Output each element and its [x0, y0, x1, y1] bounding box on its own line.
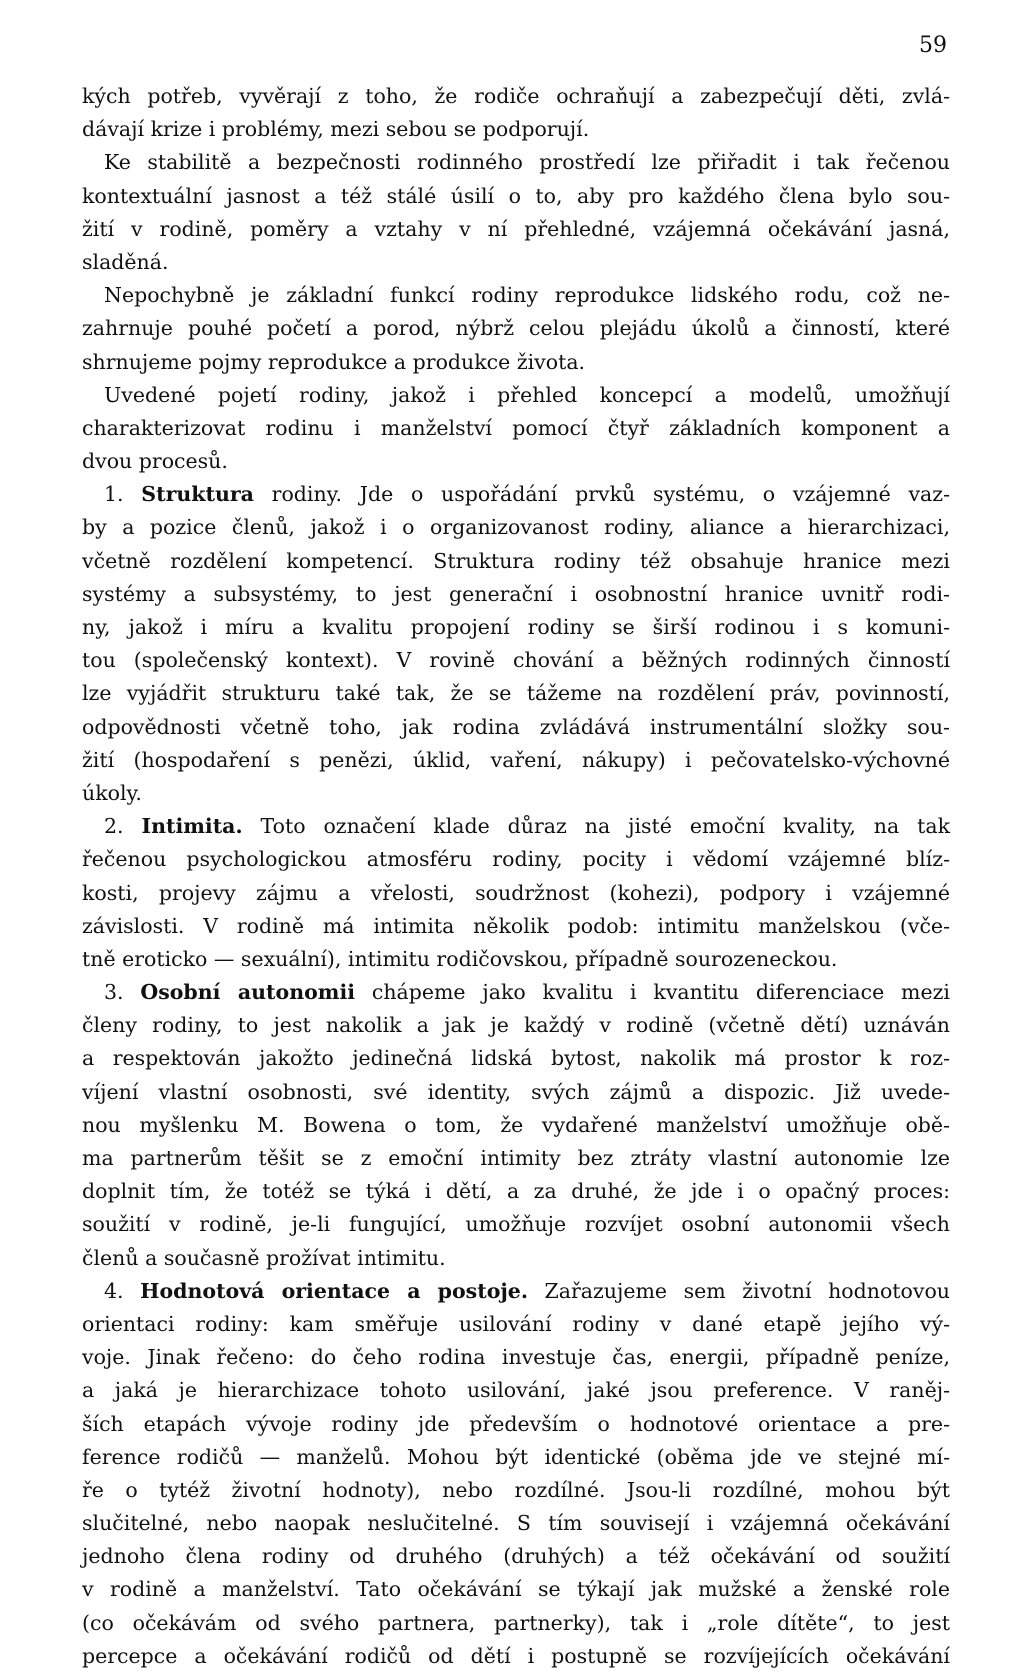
text-line [82, 1275, 950, 1308]
text-line: by a pozice členů, jakož i o organizovanost rodiny, aliance a hierarchizaci, [82, 515, 950, 540]
list-number: 1. [104, 482, 142, 507]
text-line: ře o tytéž životní hodnoty), nebo rozdílné. Jsou-li rozdílné, mohou být [82, 1477, 950, 1502]
text-line: voje. Jinak řečeno: do čeho rodina investuje čas, energii, případně peníze, [82, 1345, 950, 1370]
text-line: řečenou psychologickou atmosféru rodiny, pocity i vědomí vzájemné blíz- [82, 847, 950, 872]
text-line: tně eroticko — sexuální), intimitu rodičovskou, případně sourozeneckou. [82, 946, 838, 971]
text-line: nou myšlenku M. Bowena o tom, že vydařené manželství umožňuje obě- [82, 1112, 950, 1137]
text-line: a jaká je hierarchizace tohoto usilování, jaké jsou preference. V raněj- [82, 1378, 950, 1403]
text-line: kosti, projevy zájmu a vřelosti, soudržnost (kohezi), podpory i vzájemné [82, 880, 950, 905]
text-line: sladěná. [82, 249, 169, 274]
text-line: shrnujeme pojmy reprodukce a produkce života. [82, 349, 586, 374]
text-line [82, 810, 950, 843]
line-text: rodiny. Jde o uspořádání prvků systému, o vzájemné vaz- [253, 482, 950, 507]
term-heading: Hodnotová orientace a postoje. [140, 1278, 528, 1303]
term-heading: Intimita. [141, 814, 243, 839]
term-heading: Osobní autonomii [140, 980, 356, 1005]
text-line: systémy a subsystémy, to jest generační i osobnostní hranice uvnitř rodi- [82, 581, 950, 606]
text-line: žití (hospodaření s penězi, úklid, vaření, nákupy) i pečovatelsko-výchovné [82, 747, 950, 772]
text-line: (co očekávám od svého partnera, partnerky), tak i „role dítěte“, to jest [82, 1610, 950, 1635]
text-line: soužití v rodině, je-li fungující, umožňuje rozvíjet osobní autonomii všech [82, 1212, 950, 1237]
text-line: orientaci rodiny: kam směřuje usilování rodiny v dané etapě jejího vý- [82, 1311, 950, 1336]
page-number: 59 [919, 33, 947, 58]
text-line: Nepochybně je základní funkcí rodiny reprodukce lidského rodu, což ne- [104, 283, 950, 308]
line-text: Toto označení klade důraz na jisté emoční kvality, na tak [242, 814, 950, 839]
text-line: a respektován jakožto jedinečná lidská bytost, nakolik má prostor k roz- [82, 1046, 950, 1071]
text-line: žití v rodině, poměry a vztahy v ní přehledné, vzájemná očekávání jasná, [82, 216, 950, 241]
text-line: závislosti. V rodině má intimita několik podob: intimitu manželskou (vče- [82, 913, 950, 938]
line-text: chápeme jako kvalitu i kvantitu diferenciace mezi [355, 980, 950, 1005]
text-line: charakterizovat rodinu i manželství pomocí čtyř základních komponent a [82, 415, 950, 440]
text-line: odpovědnosti včetně toho, jak rodina zvládává instrumentální složky sou- [82, 714, 950, 739]
line-text: Zařazujeme sem životní hodnotovou [527, 1278, 950, 1303]
text-line: Ke stabilitě a bezpečnosti rodinného prostředí lze přiřadit i tak řečenou [104, 150, 950, 175]
text-line: víjení vlastní osobnosti, své identity, svých zájmů a dispozic. Již uvede- [82, 1079, 950, 1104]
text-line [82, 976, 950, 1009]
text-line: slučitelné, nebo naopak neslučitelné. S tím souvisejí i vzájemná očekávání [82, 1511, 950, 1536]
text-line: členy rodiny, to jest nakolik a jak je každý v rodině (včetně dětí) uznáván [82, 1013, 950, 1038]
term-heading: Struktura [141, 482, 254, 507]
list-number: 4. [104, 1278, 141, 1303]
text-line: doplnit tím, že totéž se týká i dětí, a za druhé, že jde i o opačný proces: [82, 1179, 950, 1204]
text-line: dávají krize i problémy, mezi sebou se podporují. [82, 117, 590, 142]
text-line: jednoho člena rodiny od druhého (druhých) a též očekávání od soužití [82, 1544, 950, 1569]
text-line: tou (společenský kontext). V rovině chování a běžných rodinných činností [82, 648, 950, 673]
text-line: dvou procesů. [82, 449, 228, 474]
text-line: percepce a očekávání rodičů od dětí i postupně se rozvíjejících očekávání [82, 1643, 950, 1668]
text-line: v rodině a manželství. Tato očekávání se týkají jak mužské a ženské role [82, 1577, 950, 1602]
text-line: kých potřeb, vyvěrají z toho, že rodiče ochraňují a zabezpečují děti, zvlá- [82, 84, 950, 108]
text-line: úkoly. [82, 780, 142, 805]
text-line [82, 478, 950, 511]
text-line: ny, jakož i míru a kvalitu propojení rodiny se širší rodinou i s komuni- [82, 615, 950, 639]
text-line: ších etapách vývoje rodiny jde především o hodnotové orientace a pre- [82, 1411, 950, 1436]
text-line: členů a současně prožívat intimitu. [82, 1245, 446, 1270]
text-line: Uvedené pojetí rodiny, jakož i přehled koncepcí a modelů, umožňují [104, 382, 950, 407]
text-line: lze vyjádřit strukturu také tak, že se tážeme na rozdělení práv, povinností, [82, 681, 950, 706]
list-number: 3. [104, 980, 141, 1005]
text-line: včetně rozdělení kompetencí. Struktura rodiny též obsahuje hranice mezi [82, 548, 950, 573]
list-number: 2. [104, 814, 142, 839]
text-line: kontextuální jasnost a též stálé úsilí o to, aby pro každého člena bylo sou- [82, 183, 950, 208]
text-line: ference rodičů — manželů. Mohou být identické (oběma jde ve stejné mí- [82, 1444, 950, 1469]
text-line: ma partnerům těšit se z emoční intimity bez ztráty vlastní autonomie lze [82, 1146, 950, 1170]
text-line: zahrnuje pouhé početí a porod, nýbrž celou plejádu úkolů a činností, které [82, 316, 950, 341]
body-text [82, 80, 950, 1673]
